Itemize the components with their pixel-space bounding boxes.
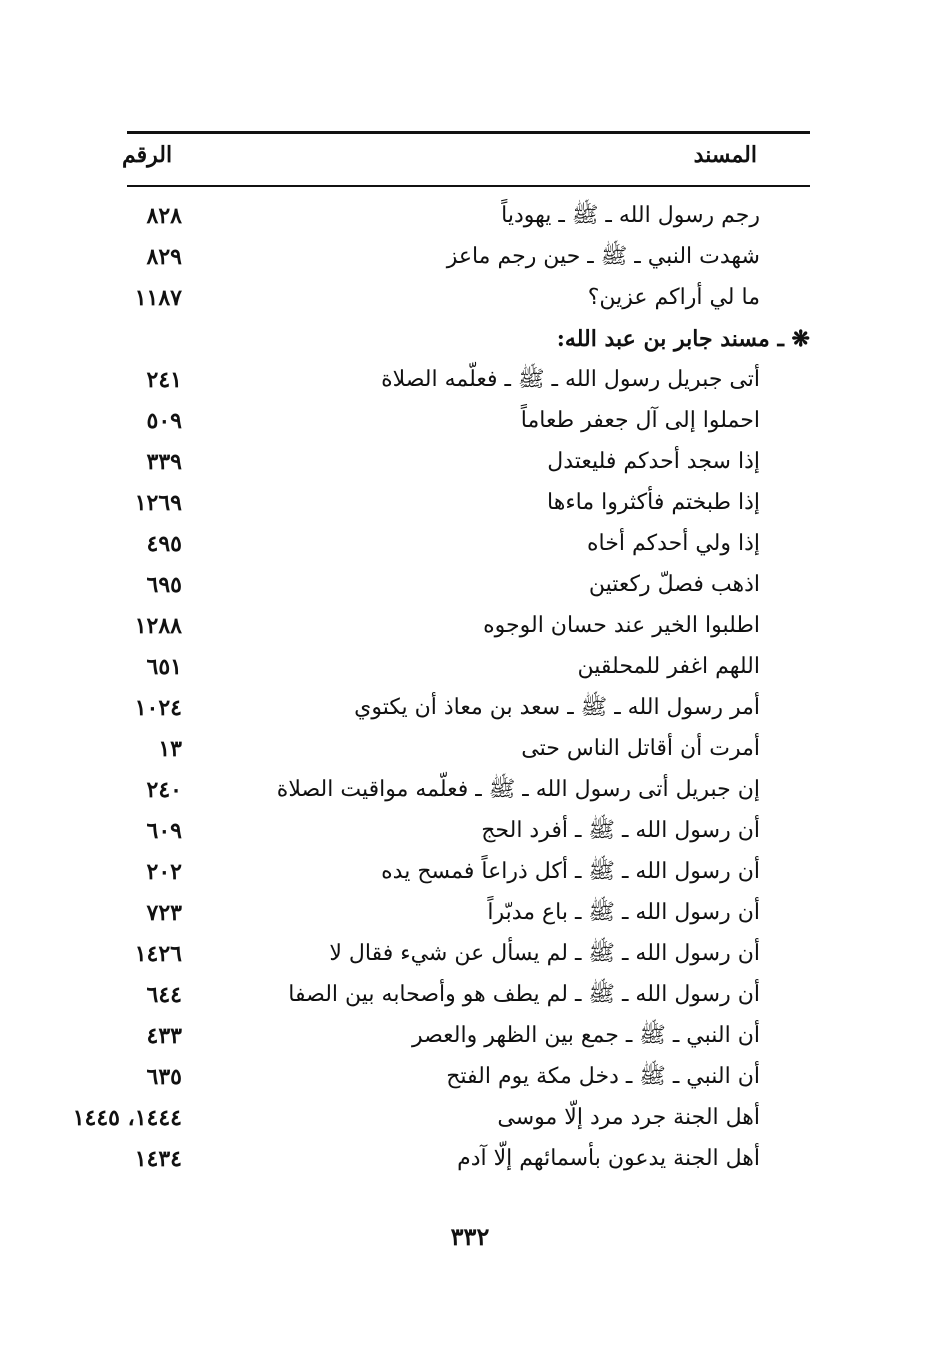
- hadith-text: إذا ولي أحدكم أخاه: [587, 531, 760, 556]
- hadith-text: اذهب فصلّ ركعتين: [588, 572, 760, 597]
- table-row: [0, 565, 940, 606]
- header-rule: [127, 185, 810, 187]
- table-row: [0, 811, 940, 852]
- hadith-text: أن النبي ـ ﷺ ـ جمع بين الظهر والعصر: [411, 1023, 760, 1048]
- table-row: [0, 606, 940, 647]
- hadith-number: ٣٣٩: [146, 449, 182, 475]
- hadith-text: اللهم اغفر للمحلقين: [577, 654, 760, 679]
- hadith-text: شهدت النبي ـ ﷺ ـ حين رجم ماعز: [446, 244, 760, 269]
- table-row: [0, 524, 940, 565]
- hadith-number: ١٤٢٦: [134, 941, 182, 967]
- column-header-number: الرقم: [122, 142, 173, 168]
- table-row: [0, 975, 940, 1016]
- hadith-number: ٢٠٢: [146, 859, 182, 885]
- table-row: [0, 196, 940, 237]
- section-heading-row: [0, 319, 940, 360]
- hadith-number: ٦٥١: [146, 654, 182, 680]
- hadith-number: ٤٩٥: [146, 531, 182, 557]
- table-row: [0, 770, 940, 811]
- hadith-text: رجم رسول الله ـ ﷺ ـ يهودياً: [501, 203, 760, 228]
- hadith-text: احملوا إلى آل جعفر طعاماً: [520, 408, 760, 433]
- page-number: ٣٣٢: [450, 1222, 490, 1251]
- hadith-number: ١٢٨٨: [134, 613, 182, 639]
- table-row: [0, 1016, 940, 1057]
- hadith-text: أمرت أن أقاتل الناس حتى: [521, 736, 760, 761]
- hadith-text: أمر رسول الله ـ ﷺ ـ سعد بن معاذ أن يكتوي: [354, 695, 760, 720]
- hadith-text: إن جبريل أتى رسول الله ـ ﷺ ـ فعلّمه مواقيت الصلاة: [276, 777, 760, 802]
- hadith-text: إذا سجد أحدكم فليعتدل: [547, 449, 760, 474]
- hadith-text: أن رسول الله ـ ﷺ ـ باع مدبّراً: [487, 900, 760, 925]
- column-header-musnad: المسند: [693, 142, 757, 168]
- hadith-number: ٦٤٤: [146, 982, 182, 1008]
- hadith-text: إذا طبختم فأكثروا ماءها: [547, 490, 760, 515]
- hadith-text: أهل الجنة يدعون بأسمائهم إلّا آدم: [457, 1146, 760, 1171]
- hadith-text: اطلبوا الخير عند حسان الوجوه: [483, 613, 760, 638]
- hadith-text: أن رسول الله ـ ﷺ ـ أكل ذراعاً فمسح يده: [381, 859, 760, 884]
- table-row: [0, 852, 940, 893]
- table-row: [0, 1098, 940, 1139]
- hadith-number: ٧٢٣: [146, 900, 182, 926]
- table-row: [0, 729, 940, 770]
- hadith-text: أن رسول الله ـ ﷺ ـ لم يطف هو وأصحابه بين الصفا: [288, 982, 760, 1007]
- table-row: [0, 442, 940, 483]
- hadith-text: ما لي أراكم عزين؟: [587, 285, 760, 310]
- hadith-text: أن رسول الله ـ ﷺ ـ أفرد الحج: [481, 818, 760, 843]
- table-row: [0, 688, 940, 729]
- section-heading: ❋ ـ مسند جابر بن عبد الله:: [556, 326, 810, 352]
- table-row: [0, 893, 940, 934]
- hadith-text: أهل الجنة جرد مرد إلّا موسى: [497, 1105, 760, 1130]
- hadith-number: ١١٨٧: [134, 285, 182, 311]
- hadith-text: أتى جبريل رسول الله ـ ﷺ ـ فعلّمه الصلاة: [381, 367, 760, 392]
- hadith-number: ١٠٢٤: [134, 695, 182, 721]
- table-row: [0, 483, 940, 524]
- hadith-number: ٤٣٣: [146, 1023, 182, 1049]
- hadith-number: ٦٩٥: [146, 572, 182, 598]
- table-row: [0, 278, 940, 319]
- hadith-number: ٦٣٥: [146, 1064, 182, 1090]
- hadith-number: ٥٠٩: [146, 408, 182, 434]
- hadith-number: ١٤٤٤، ١٤٤٥: [72, 1105, 182, 1131]
- hadith-number: ٦٠٩: [146, 818, 182, 844]
- table-row: [0, 934, 940, 975]
- table-row: [0, 1139, 940, 1180]
- hadith-number: ١٣: [158, 736, 182, 762]
- top-rule: [127, 131, 810, 134]
- table-row: [0, 647, 940, 688]
- hadith-number: ٨٢٨: [146, 203, 182, 229]
- hadith-text: أن النبي ـ ﷺ ـ دخل مكة يوم الفتح: [446, 1064, 760, 1089]
- hadith-text: أن رسول الله ـ ﷺ ـ لم يسأل عن شيء فقال لا: [329, 941, 760, 966]
- index-table: [0, 196, 940, 1180]
- table-row: [0, 237, 940, 278]
- hadith-number: ٨٢٩: [146, 244, 182, 270]
- hadith-number: ٢٤١: [146, 367, 182, 393]
- hadith-number: ٢٤٠: [146, 777, 182, 803]
- table-row: [0, 401, 940, 442]
- hadith-number: ١٢٦٩: [134, 490, 182, 516]
- hadith-number: ١٤٣٤: [134, 1146, 182, 1172]
- table-row: [0, 1057, 940, 1098]
- table-row: [0, 360, 940, 401]
